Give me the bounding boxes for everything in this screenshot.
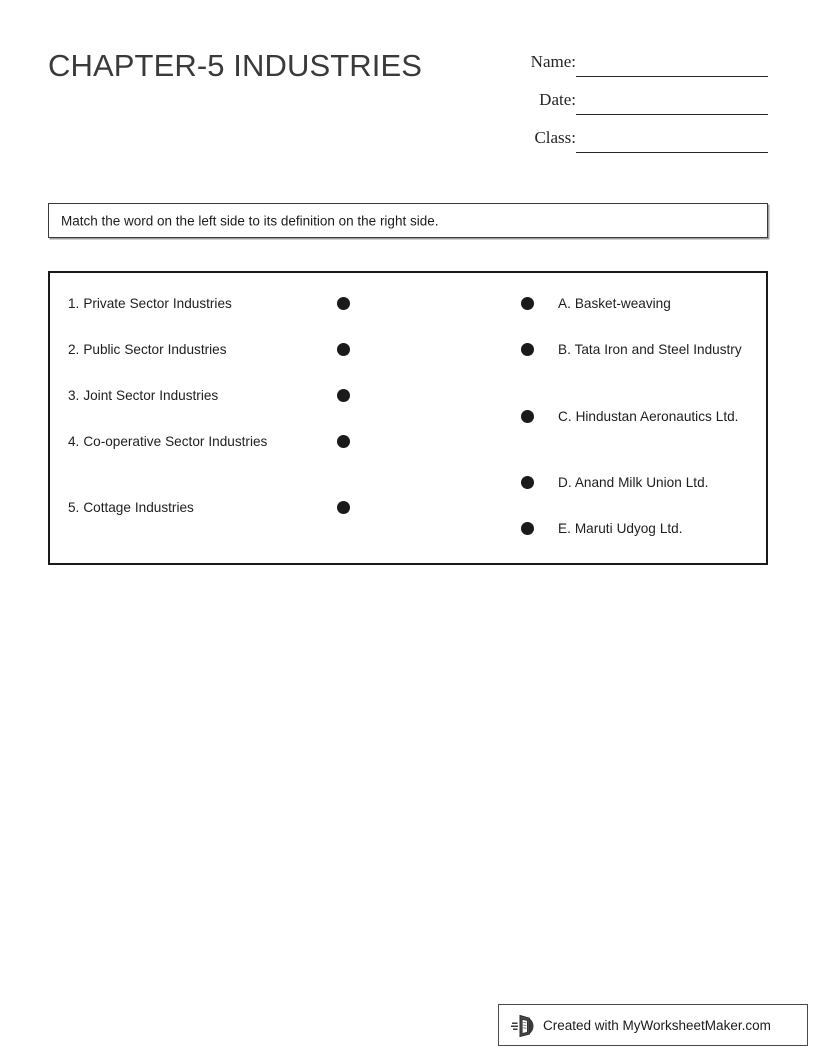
footer-attribution-badge[interactable] bbox=[498, 1004, 808, 1046]
left-item-label: 2. Public Sector Industries bbox=[68, 342, 227, 357]
left-item-label: 3. Joint Sector Industries bbox=[68, 388, 219, 403]
name-field-input-line[interactable] bbox=[576, 76, 768, 77]
left-item-label: 5. Cottage Industries bbox=[68, 500, 194, 515]
right-item-label: A. Basket-weaving bbox=[558, 296, 671, 311]
class-field-row bbox=[476, 126, 768, 164]
list-item[interactable] bbox=[506, 518, 752, 541]
left-item-label: 1. Private Sector Industries bbox=[68, 296, 232, 311]
instruction-box bbox=[48, 203, 768, 238]
class-field-input-line[interactable] bbox=[576, 152, 768, 153]
right-item-label: D. Anand Milk Union Ltd. bbox=[558, 475, 709, 490]
list-item[interactable] bbox=[68, 497, 364, 520]
list-item[interactable] bbox=[506, 339, 752, 384]
match-dot-icon[interactable] bbox=[521, 522, 534, 535]
class-field-label: Class: bbox=[534, 128, 576, 147]
date-field-label: Date: bbox=[539, 90, 576, 109]
matching-exercise-box bbox=[48, 271, 768, 565]
match-dot-icon[interactable] bbox=[337, 343, 350, 356]
match-dot-icon[interactable] bbox=[521, 343, 534, 356]
matching-left-column bbox=[68, 293, 364, 520]
date-field-input-line[interactable] bbox=[576, 114, 768, 115]
list-item[interactable] bbox=[506, 406, 752, 451]
instruction-text: Match the word on the left side to its definition on the right side. bbox=[61, 213, 439, 228]
match-dot-icon[interactable] bbox=[337, 389, 350, 402]
matching-right-column bbox=[506, 293, 752, 541]
list-item[interactable] bbox=[506, 293, 752, 316]
date-field-row bbox=[476, 88, 768, 126]
match-dot-icon[interactable] bbox=[521, 297, 534, 310]
right-item-label: C. Hindustan Aeronautics Ltd. bbox=[558, 409, 739, 424]
list-item[interactable] bbox=[506, 472, 752, 495]
worksheet-maker-logo-icon bbox=[511, 1012, 537, 1038]
matching-columns bbox=[50, 273, 766, 563]
name-field-row bbox=[476, 50, 768, 88]
footer-attribution-text: Created with MyWorksheetMaker.com bbox=[543, 1017, 771, 1033]
match-dot-icon[interactable] bbox=[337, 297, 350, 310]
list-item[interactable] bbox=[68, 339, 364, 362]
list-item[interactable] bbox=[68, 431, 364, 476]
page-title: CHAPTER-5 INDUSTRIES bbox=[48, 48, 423, 83]
match-dot-icon[interactable] bbox=[337, 435, 350, 448]
match-dot-icon[interactable] bbox=[521, 476, 534, 489]
name-field-label: Name: bbox=[530, 52, 576, 71]
list-item[interactable] bbox=[68, 385, 364, 408]
right-item-label: B. Tata Iron and Steel Industry bbox=[558, 342, 742, 357]
right-item-label: E. Maruti Udyog Ltd. bbox=[558, 521, 683, 536]
list-item[interactable] bbox=[68, 293, 364, 316]
student-info-fields bbox=[476, 50, 768, 164]
match-dot-icon[interactable] bbox=[337, 501, 350, 514]
left-item-label: 4. Co-operative Sector Industries bbox=[68, 434, 268, 449]
worksheet-header bbox=[48, 44, 768, 169]
match-dot-icon[interactable] bbox=[521, 410, 534, 423]
